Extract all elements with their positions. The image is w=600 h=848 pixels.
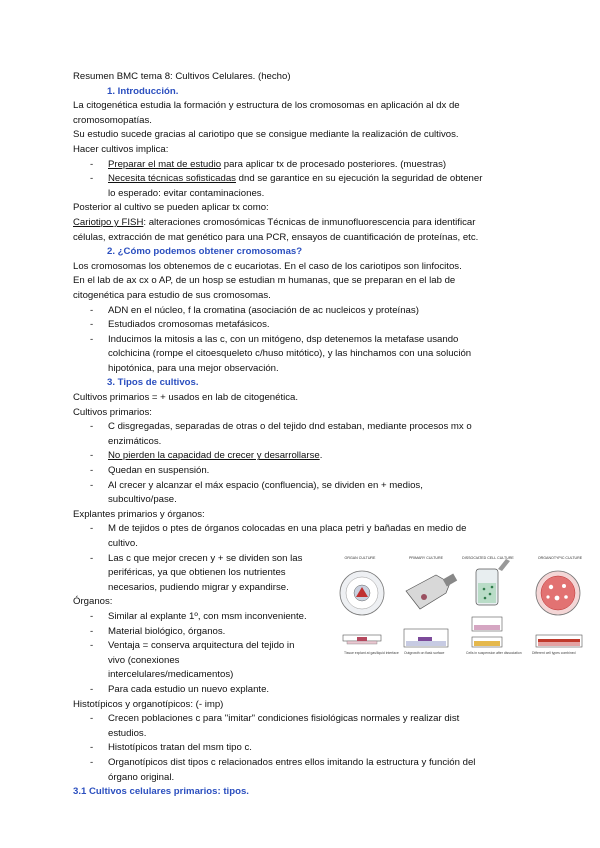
list-item: - Estudiados cromosomas metafásicos. [73, 318, 528, 333]
organotypic-culture-dish [536, 571, 582, 647]
document-page [73, 70, 528, 800]
list-continuation: lo esperado: evitar contaminaciones. [108, 187, 265, 199]
list-item: - Crecen poblaciones c para "imitar" condiciones fisiológicas normales y realizar dist [73, 712, 528, 727]
paragraph: cromosomopatías. [73, 114, 152, 126]
list-continuation: necesarios, pudiendo migrar y expandirse. [108, 581, 289, 593]
paragraph: Órganos: [73, 596, 113, 608]
underlined-term: No pierden la capacidad de crecer y desarrollarse [108, 450, 320, 462]
paragraph: Hacer cultivos implica: [73, 143, 169, 155]
section-1-heading: 1. Introducción. [107, 85, 179, 97]
figure-col-label: ORGAN CULTURE [344, 556, 376, 560]
list-continuation: periféricas, ya que obtienen los nutrientes [108, 567, 286, 579]
list-item: - M de tejidos o ptes de órganos colocadas en una placa petri y bañadas en medio de [73, 522, 528, 537]
list-continuation: intercelulares/medicamentos) [108, 669, 234, 681]
dissociated-culture-tube [472, 559, 510, 647]
section-3-1-heading: 3.1 Cultivos celulares primarios: tipos. [73, 786, 249, 798]
list-text: dnd se garantice en su ejecución la seguridad de obtener [235, 173, 483, 185]
list-continuation: hipotónica, para una mejor observación. [108, 362, 279, 374]
paragraph: En el lab de ax cx o AP, de un hosp se estudian m humanas, que se preparan en el lab de [73, 275, 456, 287]
list-continuation: órgano original. [108, 771, 175, 783]
list-item: - Para cada estudio un nuevo explante. [73, 683, 528, 698]
list-item: - ADN en el núcleo, f la cromatina (asociación de ac nucleicos y proteínas) [73, 304, 528, 319]
paragraph: Posterior al cultivo se pueden aplicar tx como: [73, 202, 269, 214]
figure-col-label: DISSOCIATED CELL CULTURE [462, 556, 514, 560]
list-item: - Material biológico, órganos. [73, 625, 528, 640]
list-item: - Al crecer y alcanzar el máx espacio (confluencia), se dividen en + medios, [73, 479, 528, 494]
list-item: - Histotípicos tratan del msm tipo c. [73, 741, 528, 756]
paragraph: Los cromosomas los obtenemos de c eucariotas. En el caso de los cariotipos son linfocitos. [73, 260, 462, 272]
list-item: - Similar al explante 1º, con msm inconveniente. [73, 610, 528, 625]
list-item: - Las c que mejor crecen y + se dividen son las [73, 552, 528, 567]
document-title: Resumen BMC tema 8: Cultivos Celulares. (hecho) [73, 71, 291, 82]
underlined-term: Cariotipo y FISH [73, 216, 144, 228]
section-3-heading: 3. Tipos de cultivos. [107, 377, 199, 389]
list-item [73, 449, 528, 464]
figure-caption: Outgrowth on flask surface [404, 651, 445, 655]
paragraph-text: : alteraciones cromosómicas Técnicas de inmunofluorescencia para identificar [143, 216, 476, 228]
list-text: para aplicar tx de procesado posteriores. (muestras) [221, 158, 447, 170]
culture-types-figure [338, 553, 596, 671]
paragraph: Cultivos primarios = + usados en lab de citogenética. [73, 392, 299, 404]
paragraph: Su estudio sucede gracias al cariotipo que se consigue mediante la realización de cultivos. [73, 129, 459, 141]
list-continuation: colchicina (rompe el citoesqueleto c/huso mitótico), y las hinchamos con una solución [108, 348, 472, 360]
list-continuation: estudios. [108, 727, 147, 739]
list-item [73, 158, 528, 173]
underlined-term: Necesita técnicas sofisticadas [108, 173, 236, 185]
paragraph: citogenética para estudio de sus cromosomas. [73, 289, 271, 301]
list-continuation: enzimáticos. [108, 435, 162, 447]
paragraph: células, extracción de mat genético para una PCR, ensayos de cuantificación de proteínas, etc. [73, 231, 479, 243]
list-item: - Ventaja = conserva arquitectura del tejido in [73, 639, 528, 654]
organ-culture-dish [340, 571, 384, 644]
figure-col-label: PRIMARY CULTURE [409, 556, 443, 560]
section-2-heading: 2. ¿Cómo podemos obtener cromosomas? [107, 246, 303, 258]
list-item: - Inducimos la mitosis a las c, con un mitógeno, dsp detenemos la metafase usando [73, 333, 528, 348]
paragraph: Explantes primarios y órganos: [73, 508, 205, 520]
paragraph: Histotípicos y organotípicos: (- imp) [73, 698, 224, 710]
list-text: . [319, 450, 323, 462]
list-item: - C disgregadas, separadas de otras o del tejido dnd estaban, mediante procesos mx o [73, 420, 528, 435]
culture-types-illustration [338, 553, 596, 671]
list-continuation: subcultivo/pase. [108, 494, 177, 506]
primary-culture-flask [404, 574, 457, 647]
paragraph: Cultivos primarios: [73, 406, 152, 418]
figure-col-label: ORGANOTYPIC CULTURE [537, 556, 583, 560]
list-continuation: cultivo. [108, 538, 138, 549]
underlined-term: Preparar el mat de estudio [108, 158, 222, 170]
list-item: - Quedan en suspensión. [73, 464, 528, 479]
list-continuation: vivo (conexiones [108, 654, 180, 666]
paragraph: La citogenética estudia la formación y estructura de los cromosomas en aplicación al dx de [73, 100, 460, 112]
figure-caption: Tissue explant at gas/liquid interface [344, 651, 399, 655]
figure-caption: Cells in suspension after dissociation [466, 651, 522, 655]
list-item [73, 172, 528, 187]
list-item: - Organotípicos dist tipos c relacionados entres ellos imitando la estructura y función del [73, 756, 528, 771]
paragraph [73, 216, 528, 231]
figure-caption: Different cell types combined [532, 651, 576, 655]
